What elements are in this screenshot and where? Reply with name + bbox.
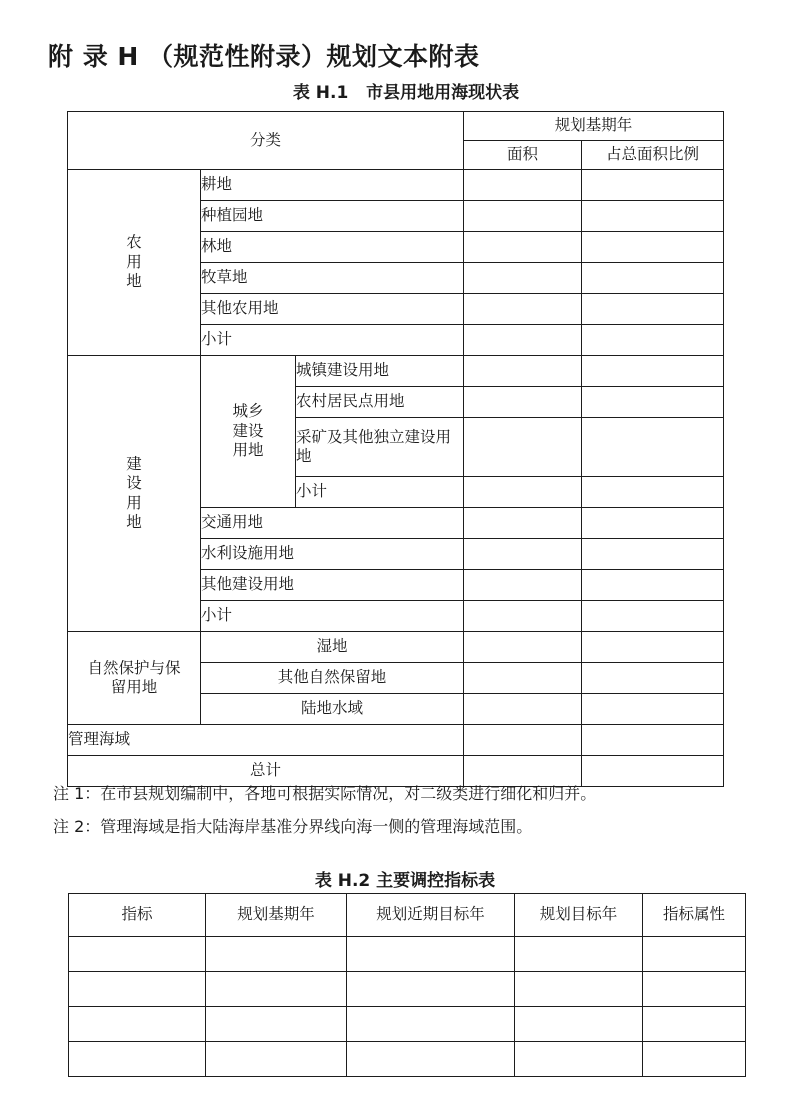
value-cell[interactable] bbox=[643, 1042, 746, 1077]
value-cell[interactable] bbox=[582, 477, 724, 508]
row-grand-total: 总计 bbox=[68, 756, 464, 787]
value-cell[interactable] bbox=[582, 632, 724, 663]
value-cell[interactable] bbox=[582, 325, 724, 356]
group-construction-char-1: 建 bbox=[126, 454, 142, 473]
value-cell[interactable] bbox=[347, 972, 515, 1007]
group-agricultural-char-3: 地 bbox=[126, 272, 142, 291]
value-cell[interactable] bbox=[582, 387, 724, 418]
value-cell[interactable] bbox=[582, 232, 724, 263]
row-subtotal-construction: 小计 bbox=[201, 601, 464, 632]
value-cell[interactable] bbox=[464, 418, 582, 477]
value-cell[interactable] bbox=[464, 201, 582, 232]
subgroup-urban-rural-char-2: 建设 bbox=[232, 421, 264, 440]
row-mining-independent-construction-land: 采矿及其他独立建设用地 bbox=[296, 418, 464, 477]
row-forest-land: 林地 bbox=[201, 232, 464, 263]
row-other-natural-reserve-land: 其他自然保留地 bbox=[201, 663, 464, 694]
value-cell[interactable] bbox=[464, 694, 582, 725]
value-cell[interactable] bbox=[515, 937, 643, 972]
value-cell[interactable] bbox=[206, 1042, 347, 1077]
value-cell[interactable] bbox=[464, 232, 582, 263]
group-natural-protection-reserve-land bbox=[68, 632, 201, 725]
value-cell[interactable] bbox=[347, 937, 515, 972]
row-plantation-land: 种植园地 bbox=[201, 201, 464, 232]
table-row bbox=[68, 170, 724, 201]
value-cell[interactable] bbox=[464, 325, 582, 356]
subgroup-urban-rural-char-1: 城乡 bbox=[232, 402, 264, 421]
value-cell[interactable] bbox=[464, 663, 582, 694]
value-cell[interactable] bbox=[69, 1007, 206, 1042]
value-cell[interactable] bbox=[515, 1007, 643, 1042]
value-cell[interactable] bbox=[582, 694, 724, 725]
header-target-year: 规划目标年 bbox=[515, 894, 643, 937]
appendix-title: 附 录 H （规范性附录）规划文本附表 bbox=[48, 42, 480, 71]
table-row bbox=[68, 112, 724, 141]
group-agricultural-land bbox=[68, 170, 201, 356]
value-cell[interactable] bbox=[582, 601, 724, 632]
main-control-indicators-table bbox=[68, 893, 746, 1077]
table-h2-caption: 表 H.2 主要调控指标表 bbox=[314, 871, 496, 891]
value-cell[interactable] bbox=[464, 570, 582, 601]
group-natural-reserve-line-1: 自然保护与保 bbox=[87, 658, 181, 677]
group-construction-land bbox=[68, 356, 201, 632]
table-note-1: 注 1：在市县规划编制中，各地可根据实际情况，对二级类进行细化和归并。 bbox=[53, 784, 597, 803]
value-cell[interactable] bbox=[582, 539, 724, 570]
value-cell[interactable] bbox=[464, 294, 582, 325]
table-row bbox=[68, 756, 724, 787]
row-inland-water-area: 陆地水域 bbox=[201, 694, 464, 725]
value-cell[interactable] bbox=[69, 1042, 206, 1077]
row-rural-settlement-land: 农村居民点用地 bbox=[296, 387, 464, 418]
group-construction-char-4: 地 bbox=[126, 512, 142, 531]
group-agricultural-char-2: 用 bbox=[126, 252, 142, 271]
value-cell[interactable] bbox=[464, 601, 582, 632]
value-cell[interactable] bbox=[464, 539, 582, 570]
value-cell[interactable] bbox=[464, 170, 582, 201]
header-base-year: 规划基期年 bbox=[206, 894, 347, 937]
value-cell[interactable] bbox=[464, 477, 582, 508]
table-row bbox=[69, 972, 746, 1007]
value-cell[interactable] bbox=[515, 1042, 643, 1077]
value-cell[interactable] bbox=[643, 1007, 746, 1042]
row-wetland: 湿地 bbox=[201, 632, 464, 663]
value-cell[interactable] bbox=[582, 356, 724, 387]
header-area-ratio: 占总面积比例 bbox=[582, 141, 724, 170]
row-urban-construction-land: 城镇建设用地 bbox=[296, 356, 464, 387]
row-other-construction-land: 其他建设用地 bbox=[201, 570, 464, 601]
row-other-agricultural-land: 其他农用地 bbox=[201, 294, 464, 325]
subgroup-urban-rural-char-3: 用地 bbox=[232, 441, 264, 460]
value-cell[interactable] bbox=[347, 1042, 515, 1077]
header-area: 面积 bbox=[464, 141, 582, 170]
table-row bbox=[68, 725, 724, 756]
table-row bbox=[69, 1007, 746, 1042]
header-near-term-year: 规划近期目标年 bbox=[347, 894, 515, 937]
value-cell[interactable] bbox=[347, 1007, 515, 1042]
table-row bbox=[68, 632, 724, 663]
table-row bbox=[69, 937, 746, 972]
row-managed-sea-area: 管理海域 bbox=[68, 725, 464, 756]
value-cell[interactable] bbox=[582, 508, 724, 539]
row-subtotal-agricultural: 小计 bbox=[201, 325, 464, 356]
value-cell[interactable] bbox=[464, 632, 582, 663]
value-cell[interactable] bbox=[582, 170, 724, 201]
row-grassland: 牧草地 bbox=[201, 263, 464, 294]
header-indicator: 指标 bbox=[69, 894, 206, 937]
value-cell[interactable] bbox=[464, 356, 582, 387]
group-construction-char-3: 用 bbox=[126, 493, 142, 512]
header-indicator-attribute: 指标属性 bbox=[643, 894, 746, 937]
value-cell[interactable] bbox=[206, 937, 347, 972]
table-row bbox=[69, 1042, 746, 1077]
value-cell[interactable] bbox=[206, 1007, 347, 1042]
value-cell[interactable] bbox=[582, 570, 724, 601]
group-construction-char-2: 设 bbox=[126, 474, 142, 493]
value-cell[interactable] bbox=[582, 725, 724, 756]
value-cell[interactable] bbox=[69, 937, 206, 972]
group-agricultural-char-1: 农 bbox=[126, 233, 142, 252]
value-cell[interactable] bbox=[582, 294, 724, 325]
value-cell[interactable] bbox=[69, 972, 206, 1007]
header-classification: 分类 bbox=[68, 112, 464, 170]
value-cell[interactable] bbox=[206, 972, 347, 1007]
row-water-facility-land: 水利设施用地 bbox=[201, 539, 464, 570]
value-cell[interactable] bbox=[582, 756, 724, 787]
value-cell[interactable] bbox=[643, 972, 746, 1007]
value-cell[interactable] bbox=[464, 263, 582, 294]
value-cell[interactable] bbox=[643, 937, 746, 972]
value-cell[interactable] bbox=[464, 725, 582, 756]
table-h1-caption: 表 H.1 市县用地用海现状表 bbox=[292, 83, 520, 103]
row-transport-land: 交通用地 bbox=[201, 508, 464, 539]
value-cell[interactable] bbox=[582, 263, 724, 294]
value-cell[interactable] bbox=[582, 418, 724, 477]
value-cell[interactable] bbox=[515, 972, 643, 1007]
value-cell[interactable] bbox=[582, 201, 724, 232]
table-note-2: 注 2：管理海域是指大陆海岸基准分界线向海一侧的管理海域范围。 bbox=[53, 817, 533, 836]
table-row bbox=[68, 356, 724, 387]
value-cell[interactable] bbox=[464, 508, 582, 539]
subgroup-urban-rural-construction-land bbox=[201, 356, 296, 508]
header-planning-base-year: 规划基期年 bbox=[464, 112, 724, 141]
group-natural-reserve-line-2: 留用地 bbox=[110, 678, 158, 696]
value-cell[interactable] bbox=[464, 756, 582, 787]
value-cell[interactable] bbox=[464, 387, 582, 418]
land-sea-status-table bbox=[67, 111, 724, 787]
row-subtotal-urban-rural: 小计 bbox=[296, 477, 464, 508]
table-row bbox=[69, 894, 746, 937]
row-cultivated-land: 耕地 bbox=[201, 170, 464, 201]
value-cell[interactable] bbox=[582, 663, 724, 694]
